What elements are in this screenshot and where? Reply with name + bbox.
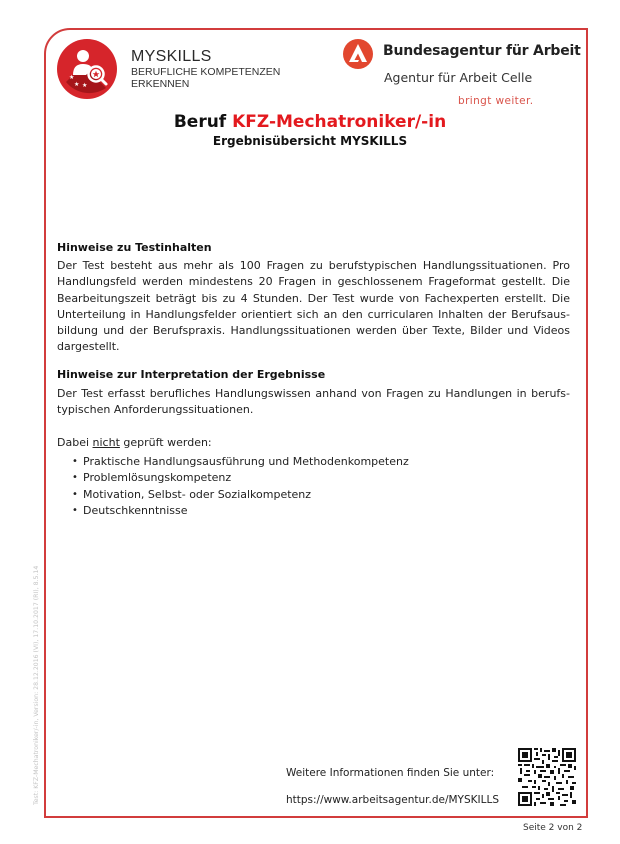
- content-body: [57, 240, 570, 519]
- section-heading: Hinweise zu Testinhalten: [57, 241, 212, 254]
- myskills-title: MYSKILLS: [131, 48, 212, 65]
- document-subtitle: Ergebnisübersicht MYSKILLS: [212, 134, 408, 148]
- not-tested-emphasis: nicht: [92, 436, 120, 450]
- agency-subtitle: Agentur für Arbeit Celle: [384, 70, 533, 85]
- not-tested-intro: [57, 435, 570, 451]
- more-info-text: Weitere Informationen finden Sie unter:: [286, 767, 495, 779]
- section-test-contents: [57, 240, 570, 355]
- version-side-note: Test: KFZ-Mechatroniker/-in, Version: 28.12.2016 (VI), 17.10.2017 (RI), 8.5.14: [33, 565, 40, 805]
- qr-code-icon: [518, 748, 576, 806]
- myskills-logo-icon: [56, 38, 118, 100]
- page-number: Seite 2 von 2: [523, 823, 583, 833]
- svg-text:★: ★: [82, 82, 88, 89]
- not-tested-intro-before: Dabei: [57, 436, 90, 450]
- more-info-link[interactable]: https://www.arbeitsagentur.de/MYSKILLS: [286, 794, 499, 806]
- list-item: • Problemlösungskompetenz: [72, 470, 570, 486]
- agency-slogan: bringt weiter.: [458, 95, 534, 107]
- list-item: • Motivation, Selbst- oder Sozialkompetenz: [72, 487, 570, 503]
- job-title: KFZ-Mechatroniker/-in: [232, 112, 447, 132]
- section-interpretation: [57, 367, 570, 519]
- list-item: • Praktische Handlungsausführung und Methodenkompetenz: [72, 454, 570, 470]
- section-paragraph: Der Test besteht aus mehr als 100 Fragen zu berufstypischen Handlungssituationen. Pro Handlungsfeld werden mindestens 20 Fragen in geschlossenem Frageformat gestellt. Die Bearbeitungszeit beträgt bis zu 4 Stunden. Der Test wurde von Fachexperten erstellt. Die Unterteilung in Handlungsfelder orientiert sich an den curricularen Inhalten der Berufsausbildung und der Berufspraxis. Handlungssituationen werden über Texte, Bilder und Videos dargestellt.: [57, 259, 570, 354]
- section-heading: Hinweise zur Interpretation der Ergebnisse: [57, 368, 326, 382]
- not-tested-list: [57, 454, 570, 519]
- title-prefix: Beruf: [173, 112, 227, 132]
- agency-title: Bundesagentur für Arbeit: [383, 43, 581, 59]
- myskills-subtitle: [131, 67, 331, 90]
- svg-text:★: ★: [69, 74, 75, 81]
- list-item: • Deutschkenntnisse: [72, 503, 570, 519]
- myskills-subtitle-line1: BERUFLICHE KOMPETENZEN: [131, 66, 281, 78]
- ba-logo-icon: [343, 39, 373, 69]
- section-paragraph: Der Test erfasst berufliches Handlungswissen anhand von Fragen zu Handlungen in berufstypischen Anforderungssituationen.: [57, 386, 570, 416]
- svg-text:★: ★: [74, 81, 80, 88]
- document-title: [0, 112, 620, 132]
- myskills-subtitle-line2: ERKENNEN: [131, 77, 190, 90]
- not-tested-intro-after: geprüft werden:: [123, 436, 212, 450]
